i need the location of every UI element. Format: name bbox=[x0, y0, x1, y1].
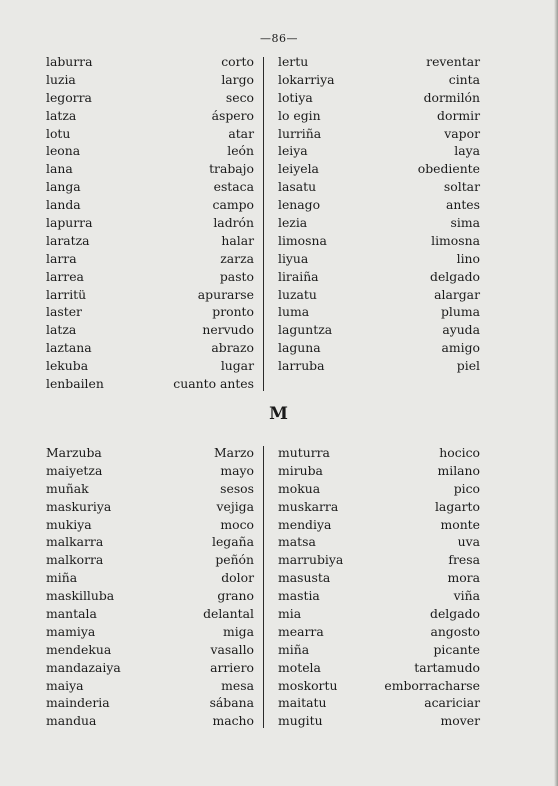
spanish-translation: nervudo bbox=[202, 322, 254, 338]
basque-term: larra bbox=[46, 250, 77, 266]
basque-term: leiya bbox=[278, 143, 308, 159]
spanish-translation: lagarto bbox=[434, 498, 480, 514]
basque-term: lenago bbox=[278, 197, 321, 213]
spanish-translation: largo bbox=[221, 71, 254, 87]
basque-term: laguna bbox=[278, 340, 321, 356]
spanish-translation: angosto bbox=[430, 623, 480, 639]
spanish-translation: león bbox=[227, 143, 254, 159]
glossary-entry bbox=[46, 53, 254, 71]
glossary-entry bbox=[278, 339, 480, 357]
spanish-translation: cinta bbox=[448, 71, 480, 87]
glossary-entry bbox=[46, 125, 254, 143]
basque-term: mugitu bbox=[278, 713, 323, 729]
glossary-entry bbox=[46, 89, 254, 107]
glossary-entry bbox=[278, 196, 480, 214]
page-edge-shadow bbox=[554, 0, 558, 786]
spanish-translation: miga bbox=[222, 623, 254, 639]
spanish-translation: ayuda bbox=[442, 322, 480, 338]
basque-term: maskilluba bbox=[46, 588, 115, 604]
spanish-translation: uva bbox=[457, 534, 480, 550]
basque-term: miña bbox=[46, 570, 78, 586]
spanish-translation: mayo bbox=[220, 462, 254, 478]
spanish-translation: delantal bbox=[203, 606, 254, 622]
spanish-translation: viña bbox=[453, 588, 480, 604]
glossary-entry bbox=[46, 623, 254, 641]
spanish-translation: emborracharse bbox=[384, 677, 480, 693]
glossary-entry bbox=[46, 480, 254, 498]
spanish-translation: halar bbox=[221, 232, 254, 248]
spanish-translation: limosna bbox=[431, 232, 480, 248]
glossary-entry bbox=[46, 498, 254, 516]
basque-term: mendekua bbox=[46, 641, 112, 657]
basque-term: mukiya bbox=[46, 516, 92, 532]
glossary-entry bbox=[46, 551, 254, 569]
glossary-entry bbox=[46, 462, 254, 480]
basque-term: miña bbox=[278, 641, 310, 657]
glossary-entry bbox=[278, 694, 480, 712]
spanish-translation: lugar bbox=[220, 358, 254, 374]
basque-term: limosna bbox=[278, 232, 327, 248]
basque-term: lenbailen bbox=[46, 376, 104, 392]
spanish-translation: zarza bbox=[220, 250, 254, 266]
glossary-entry bbox=[46, 641, 254, 659]
basque-term: lana bbox=[46, 161, 73, 177]
glossary-entry bbox=[278, 498, 480, 516]
glossary-entry bbox=[278, 303, 480, 321]
spanish-translation: soltar bbox=[443, 179, 480, 195]
glossary-entry bbox=[46, 516, 254, 534]
basque-term: mamiya bbox=[46, 623, 96, 639]
basque-term: laster bbox=[46, 304, 82, 320]
spanish-translation: campo bbox=[212, 197, 254, 213]
spanish-translation: laya bbox=[454, 143, 480, 159]
spanish-translation: mover bbox=[440, 713, 480, 729]
glossary-entry bbox=[278, 444, 480, 462]
spanish-translation: mora bbox=[447, 570, 480, 586]
column-divider bbox=[263, 57, 264, 391]
glossary-entry bbox=[46, 178, 254, 196]
glossary-entry bbox=[46, 196, 254, 214]
spanish-translation: dolor bbox=[221, 570, 254, 586]
basque-term: muskarra bbox=[278, 498, 339, 514]
basque-term: lasatu bbox=[278, 179, 317, 195]
glossary-entry bbox=[46, 569, 254, 587]
spanish-translation: legaña bbox=[212, 534, 254, 550]
basque-term: larritü bbox=[46, 286, 87, 302]
basque-term: leiyela bbox=[278, 161, 319, 177]
basque-term: lurriña bbox=[278, 125, 322, 141]
spanish-translation: vejiga bbox=[216, 498, 254, 514]
glossary-entry bbox=[278, 712, 480, 730]
basque-term: langa bbox=[46, 179, 81, 195]
glossary-entry bbox=[46, 659, 254, 677]
basque-term: laguntza bbox=[278, 322, 333, 338]
spanish-translation: amigo bbox=[441, 340, 480, 356]
spanish-translation: moco bbox=[220, 516, 254, 532]
basque-term: laburra bbox=[46, 54, 93, 69]
section-heading-m: M bbox=[269, 404, 289, 424]
glossary-entry bbox=[278, 250, 480, 268]
spanish-translation: dormir bbox=[437, 107, 480, 123]
glossary-entry bbox=[46, 444, 254, 462]
page-number: —86— bbox=[260, 32, 298, 45]
glossary-entry bbox=[278, 569, 480, 587]
glossary-entry bbox=[278, 659, 480, 677]
glossary-entry bbox=[46, 286, 254, 304]
glossary-entry bbox=[278, 321, 480, 339]
spanish-translation: Marzo bbox=[214, 445, 254, 460]
glossary-entry bbox=[278, 605, 480, 623]
glossary-entry bbox=[46, 712, 254, 730]
glossary-entry bbox=[278, 641, 480, 659]
spanish-translation: atar bbox=[228, 125, 254, 141]
glossary-entry bbox=[46, 214, 254, 232]
glossary-entry bbox=[278, 160, 480, 178]
glossary-entry bbox=[278, 232, 480, 250]
spanish-translation: vasallo bbox=[210, 641, 254, 657]
spanish-translation: corto bbox=[221, 54, 254, 69]
spanish-translation: pasto bbox=[219, 268, 254, 284]
basque-term: moskortu bbox=[278, 677, 338, 693]
glossary-entry bbox=[46, 71, 254, 89]
glossary-entry bbox=[278, 533, 480, 551]
spanish-translation: obediente bbox=[417, 161, 480, 177]
spanish-translation: arriero bbox=[210, 659, 254, 675]
basque-term: matsa bbox=[278, 534, 316, 550]
spanish-translation: sábana bbox=[209, 695, 254, 711]
basque-term: mandua bbox=[46, 713, 97, 729]
glossary-entry bbox=[278, 551, 480, 569]
glossary-entry bbox=[278, 178, 480, 196]
glossary-entry bbox=[278, 268, 480, 286]
basque-term: larrea bbox=[46, 268, 84, 284]
spanish-translation: áspero bbox=[211, 107, 254, 123]
basque-term: mokua bbox=[278, 480, 321, 496]
basque-term: luzatu bbox=[278, 286, 317, 302]
basque-term: lo egin bbox=[278, 107, 321, 123]
glossary-entry bbox=[46, 533, 254, 551]
basque-term: malkarra bbox=[46, 534, 104, 550]
spanish-translation: apurarse bbox=[197, 286, 254, 302]
basque-term: liraiña bbox=[278, 268, 319, 284]
glossary-entry bbox=[46, 357, 254, 375]
glossary-entry bbox=[46, 694, 254, 712]
basque-term: landa bbox=[46, 197, 81, 213]
glossary-entry bbox=[278, 286, 480, 304]
basque-term: mia bbox=[278, 606, 302, 622]
glossary-entry bbox=[46, 142, 254, 160]
basque-term: mendiya bbox=[278, 516, 332, 532]
spanish-translation: mesa bbox=[221, 677, 254, 693]
basque-term: muñak bbox=[46, 480, 89, 496]
glossary-entry bbox=[46, 268, 254, 286]
basque-term: lokarriya bbox=[278, 71, 335, 87]
glossary-entry bbox=[46, 232, 254, 250]
spanish-translation: milano bbox=[437, 462, 480, 478]
basque-term: lezia bbox=[278, 215, 308, 231]
spanish-translation: acariciar bbox=[424, 695, 480, 711]
glossary-entry bbox=[278, 480, 480, 498]
spanish-translation: dormilón bbox=[423, 89, 480, 105]
glossary-entry bbox=[46, 587, 254, 605]
spanish-translation: delgado bbox=[430, 606, 480, 622]
glossary-entry bbox=[278, 357, 480, 375]
glossary-entry bbox=[46, 677, 254, 695]
spanish-translation: sima bbox=[450, 215, 480, 231]
glossary-entry bbox=[46, 375, 254, 393]
basque-term: lapurra bbox=[46, 215, 93, 231]
glossary-entry bbox=[46, 160, 254, 178]
glossary-entry bbox=[46, 303, 254, 321]
spanish-translation: pico bbox=[453, 480, 480, 496]
basque-term: maiya bbox=[46, 677, 84, 693]
basque-term: larruba bbox=[278, 358, 325, 374]
basque-term: mantala bbox=[46, 606, 97, 622]
column-right bbox=[278, 444, 480, 730]
spanish-translation: lino bbox=[456, 250, 480, 266]
glossary-entry bbox=[46, 339, 254, 357]
basque-term: muturra bbox=[278, 445, 330, 460]
basque-term: luma bbox=[278, 304, 310, 320]
glossary-entry bbox=[46, 250, 254, 268]
basque-term: legorra bbox=[46, 89, 92, 105]
spanish-translation: vapor bbox=[444, 125, 480, 141]
basque-term: lotu bbox=[46, 125, 71, 141]
basque-term: lekuba bbox=[46, 358, 89, 374]
basque-term: maitatu bbox=[278, 695, 327, 711]
glossary-entry bbox=[46, 321, 254, 339]
basque-term: miruba bbox=[278, 462, 323, 478]
basque-term: malkorra bbox=[46, 552, 104, 568]
glossary-entry bbox=[278, 623, 480, 641]
spanish-translation: macho bbox=[212, 713, 254, 729]
spanish-translation: alargar bbox=[434, 286, 480, 302]
spanish-translation: tartamudo bbox=[414, 659, 480, 675]
glossary-entry bbox=[278, 214, 480, 232]
glossary-entry bbox=[278, 107, 480, 125]
basque-term: leona bbox=[46, 143, 81, 159]
basque-term: lotiya bbox=[278, 89, 313, 105]
basque-term: luzia bbox=[46, 71, 76, 87]
basque-term: mearra bbox=[278, 623, 324, 639]
glossary-entry bbox=[278, 53, 480, 71]
basque-term: maiyetza bbox=[46, 462, 103, 478]
spanish-translation: sesos bbox=[220, 480, 254, 496]
glossary-entry bbox=[278, 516, 480, 534]
basque-term: mandazaiya bbox=[46, 659, 121, 675]
spanish-translation: hocico bbox=[439, 445, 480, 460]
spanish-translation: picante bbox=[433, 641, 480, 657]
glossary-entry bbox=[278, 462, 480, 480]
spanish-translation: estaca bbox=[213, 179, 254, 195]
spanish-translation: antes bbox=[445, 197, 480, 213]
glossary-entry bbox=[278, 587, 480, 605]
basque-term: mainderia bbox=[46, 695, 110, 711]
column-left bbox=[46, 444, 254, 730]
glossary-entry bbox=[278, 142, 480, 160]
basque-term: masusta bbox=[278, 570, 331, 586]
glossary-entry bbox=[46, 605, 254, 623]
spanish-translation: fresa bbox=[448, 552, 480, 568]
spanish-translation: monte bbox=[440, 516, 480, 532]
spanish-translation: reventar bbox=[426, 54, 480, 69]
basque-term: lertu bbox=[278, 54, 309, 69]
basque-term: laratza bbox=[46, 232, 90, 248]
spanish-translation: piel bbox=[456, 358, 480, 374]
spanish-translation: grano bbox=[217, 588, 254, 604]
spanish-translation: pluma bbox=[440, 304, 480, 320]
spanish-translation: trabajo bbox=[209, 161, 254, 177]
spanish-translation: pronto bbox=[212, 304, 254, 320]
basque-term: liyua bbox=[278, 250, 309, 266]
basque-term: mastia bbox=[278, 588, 320, 604]
glossary-entry bbox=[278, 71, 480, 89]
basque-term: laztana bbox=[46, 340, 92, 356]
glossary-entry bbox=[46, 107, 254, 125]
basque-term: maskuriya bbox=[46, 498, 112, 514]
basque-term: latza bbox=[46, 107, 77, 123]
basque-term: marrubiya bbox=[278, 552, 344, 568]
basque-term: motela bbox=[278, 659, 321, 675]
spanish-translation: peñón bbox=[215, 552, 254, 568]
spanish-translation: ladrón bbox=[213, 215, 254, 231]
column-divider bbox=[263, 446, 264, 728]
glossary-entry bbox=[278, 677, 480, 695]
basque-term: latza bbox=[46, 322, 77, 338]
spanish-translation: seco bbox=[225, 89, 254, 105]
basque-term: Marzuba bbox=[46, 445, 102, 460]
column-right bbox=[278, 53, 480, 375]
spanish-translation: delgado bbox=[430, 268, 480, 284]
glossary-entry bbox=[278, 89, 480, 107]
column-left bbox=[46, 53, 254, 393]
glossary-entry bbox=[278, 125, 480, 143]
spanish-translation: abrazo bbox=[211, 340, 254, 356]
spanish-translation: cuanto antes bbox=[173, 376, 254, 392]
